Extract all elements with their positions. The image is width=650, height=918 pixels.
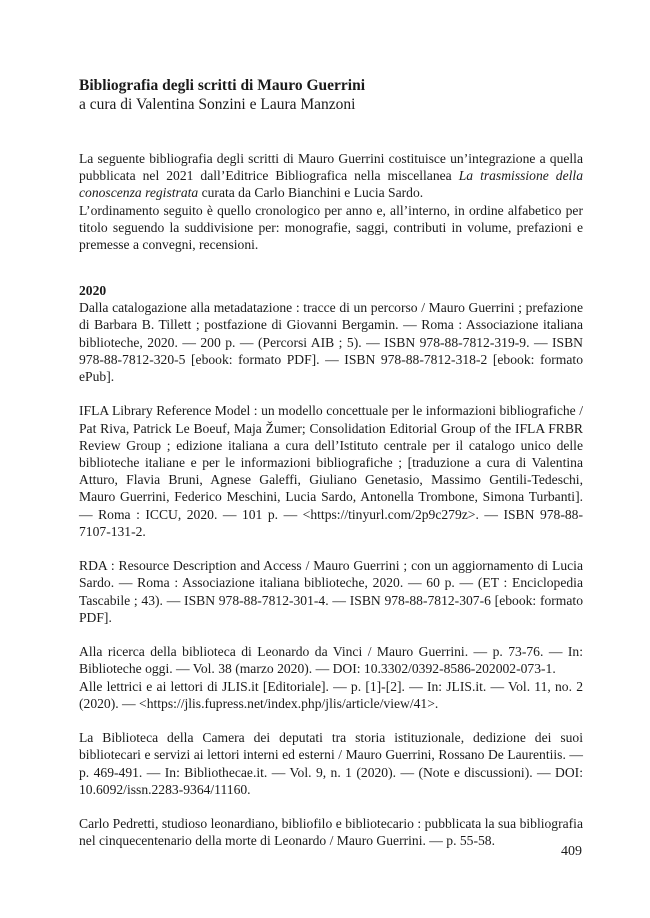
bibliography-entry: Alle lettrici e ai lettori di JLIS.it [Editoriale]. — p. [1]-[2]. — In: JLIS.it. — Vol. 11, no. 2 (2020). — <https://jlis.fupress.net/index.php/jlis/article/view/41>.: [79, 678, 583, 711]
header: [79, 76, 583, 114]
bibliography-entry: Alla ricerca della biblioteca di Leonardo da Vinci / Mauro Guerrini. — p. 73-76. — In: Biblioteche oggi. — Vol. 38 (marzo 2020). — DOI: 10.3302/0392-8586-202002-073-1.: [79, 644, 583, 677]
bibliography-entry: RDA : Resource Description and Access / Mauro Guerrini ; con un aggiornamento di Lucia Sardo. — Roma : Associazione italiana biblioteche, 2020. — 60 p. — (ET : Enciclopedia Tascabile ; 43). — ISBN 978-88-7812-301-4. — ISBN 978-88-7812-307-6 [ebook: formato PDF].: [79, 558, 583, 625]
bibliography-entry: Carlo Pedretti, studioso leonardiano, bibliofilo e bibliotecario : pubblicata la sua bibliografia nel cinquecentenario della morte di Leonardo / Mauro Guerrini. — p. 55-58.: [79, 816, 583, 849]
intro-section: [79, 150, 583, 253]
year-heading: 2020: [79, 283, 107, 298]
bibliography-entry: IFLA Library Reference Model : un modello concettuale per le informazioni bibliografiche / Pat Riva, Patrick Le Boeuf, Maja Žumer; Consolidation Editorial Group of the IFLA FRBR Review Group ; edizione italiana a cura dell’Istituto centrale per il catalogo unico delle biblioteche italiane e per le informazioni bibliografiche ; [traduzione a cura di Valentina Atturo, Flavia Bruni, Agnese Galeffi, Giuliano Genetasio, Massimo Gentili-Tedeschi, Mauro Guerrini, Federico Meschini, Lucia Sardo, Antonella Trombone, Simona Turbanti]. — Roma : ICCU, 2020. — 101 p. — <https://tinyurl.com/2p9c279z>. — ISBN 978-88-7107-131-2.: [79, 403, 583, 539]
intro-paragraph-1: [79, 150, 583, 202]
intro-paragraph-2: L’ordinamento seguito è quello cronologico per anno e, all’interno, in ordine alfabetico per titolo seguendo la suddivisione per: monografie, saggi, contributi in volume, prefazioni e premesse a convegni, recensioni.: [79, 202, 583, 253]
book-title: La trasmissione della conoscenza registrata: [79, 168, 583, 201]
page-title: Bibliografia degli scritti di Mauro Guerrini: [79, 77, 366, 94]
page-subtitle: a cura di Valentina Sonzini e Laura Manzoni: [79, 96, 356, 113]
page-number: 409: [561, 844, 582, 859]
bibliography-entry: La Biblioteca della Camera dei deputati tra storia istituzionale, dedizione dei suoi bibliotecari e servizi ai lettori interni ed esterni / Mauro Guerrini, Rossano De Laurentiis. — p. 469-491. — In: Bibliothecae.it. — Vol. 9, n. 1 (2020). — (Note e discussioni). — DOI: 10.6092/issn.2283-9364/11160.: [79, 730, 583, 797]
intro-text: La seguente bibliografia degli scritti di Mauro Guerrini costituisce un’integrazione a quella pubblicata nel 2021 dall’Editrice Bibliografica nella miscellanea: [79, 151, 583, 184]
bibliography-entry: Dalla catalogazione alla metadatazione : tracce di un percorso / Mauro Guerrini ; prefazione di Barbara B. Tillett ; postfazione di Giovanni Bergamin. — Roma : Associazione italiana biblioteche, 2020. — 200 p. — (Percorsi AIB ; 5). — ISBN 978-88-7812-319-9. — ISBN 978-88-7812-320-5 [ebook: formato PDF]. — ISBN 978-88-7812-318-2 [ebook: formato ePub].: [79, 300, 583, 385]
intro-text: curata da Carlo Bianchini e Lucia Sardo.: [198, 185, 424, 201]
bibliography-section: [79, 282, 583, 867]
